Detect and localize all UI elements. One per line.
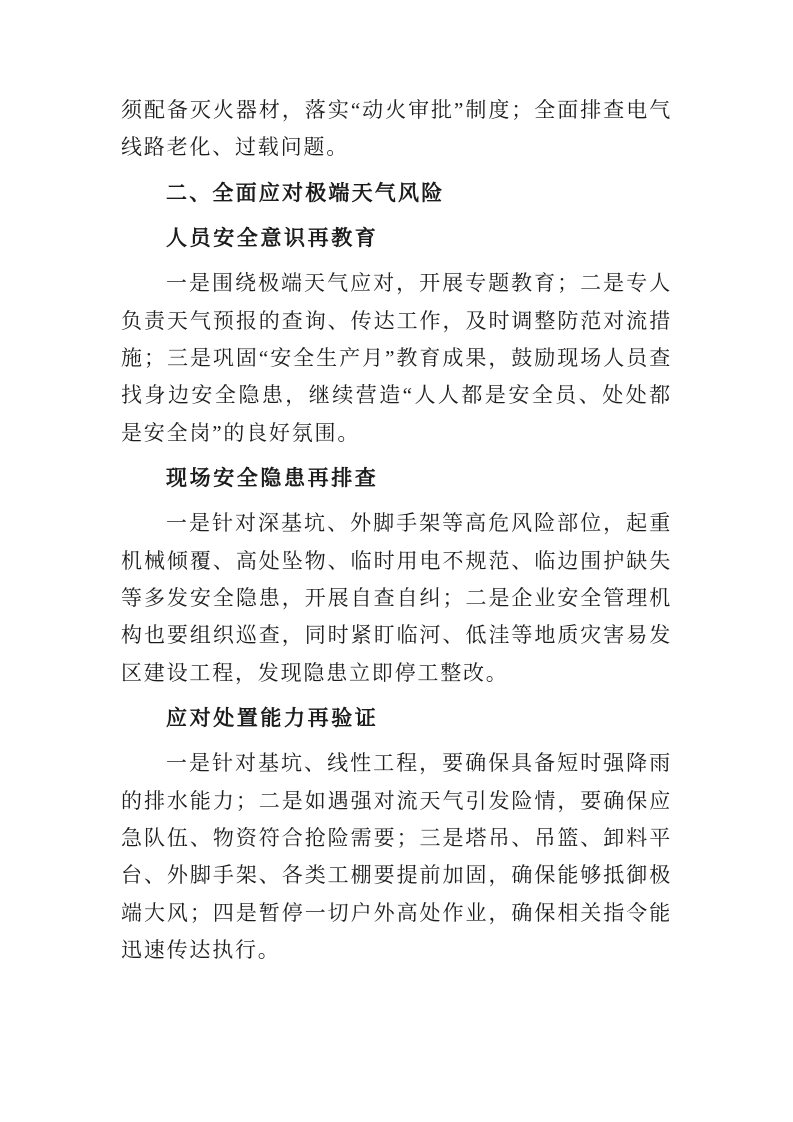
sub-heading: 应对处置能力再验证: [166, 705, 379, 730]
sub-heading: 现场安全隐患再排查: [166, 465, 379, 490]
sub-heading: 人员安全意识再教育: [166, 225, 379, 250]
body-paragraph: 一是围绕极端天气应对，开展专题教育；二是专人负责天气预报的查询、传达工作，及时调整防范对流措施；三是巩固“安全生产月”教育成果，鼓励现场人员查找身边安全隐患，继续营造“人人都是安全员、处处都是安全岗”的良好氛围。: [121, 271, 672, 445]
body-paragraph: 一是针对深基坑、外脚手架等高危风险部位，起重机械倾覆、高处坠物、临时用电不规范、临边围护缺失等多发安全隐患，开展自查自纠；二是企业安全管理机构也要组织巡查，同时紧盯临河、低洼等地质灾害易发区建设工程，发现隐患立即停工整改。: [121, 511, 672, 685]
page-content: [121, 92, 672, 969]
section-heading: 二、全面应对极端天气风险: [166, 181, 445, 205]
body-paragraph: 须配备灭火器材，落实“动火审批”制度；全面排查电气线路老化、过载问题。: [121, 98, 672, 160]
body-paragraph: 一是针对基坑、线性工程，要确保具备短时强降雨的排水能力；二是如遇强对流天气引发险情，要确保应急队伍、物资符合抢险需要；三是塔吊、吊篮、卸料平台、外脚手架、各类工棚要提前加固，确保能够抵御极端大风；四是暂停一切户外高处作业，确保相关指令能迅速传达执行。: [121, 751, 672, 962]
